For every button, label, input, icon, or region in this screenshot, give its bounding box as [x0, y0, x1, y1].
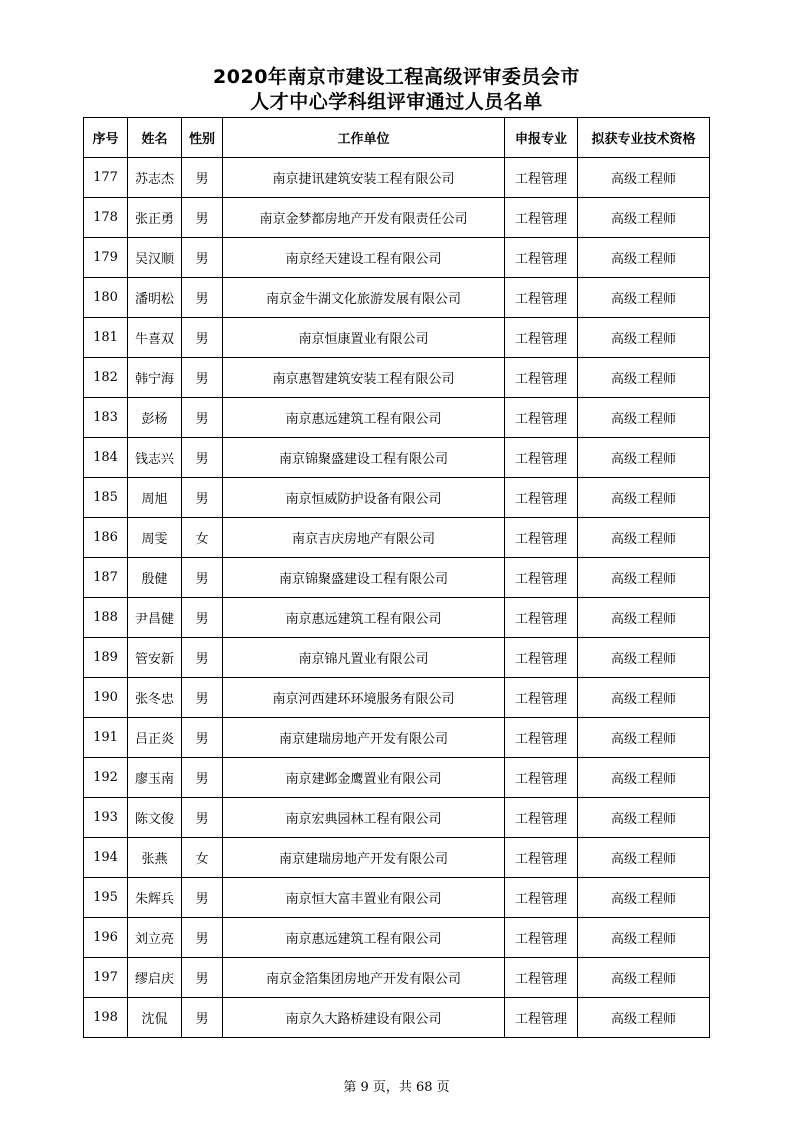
cell-work-unit: 南京恒大富丰置业有限公司	[223, 878, 505, 918]
header-name: 姓名	[128, 118, 182, 158]
approved-personnel-table	[83, 117, 710, 1038]
cell-serial-number: 192	[84, 758, 128, 798]
cell-qualification: 高级工程师	[578, 198, 710, 238]
cell-name: 周雯	[128, 518, 182, 558]
cell-declared-major: 工程管理	[505, 478, 578, 518]
cell-name: 牛喜双	[128, 318, 182, 358]
cell-gender: 男	[182, 758, 223, 798]
cell-qualification: 高级工程师	[578, 438, 710, 478]
cell-gender: 男	[182, 718, 223, 758]
header-declared-major: 申报专业	[505, 118, 578, 158]
cell-declared-major: 工程管理	[505, 758, 578, 798]
cell-gender: 男	[182, 998, 223, 1038]
cell-gender: 男	[182, 438, 223, 478]
table-row	[84, 238, 710, 278]
cell-gender: 女	[182, 838, 223, 878]
cell-name: 刘立亮	[128, 918, 182, 958]
cell-gender: 男	[182, 878, 223, 918]
table-row	[84, 398, 710, 438]
cell-declared-major: 工程管理	[505, 838, 578, 878]
cell-serial-number: 193	[84, 798, 128, 838]
table-row	[84, 598, 710, 638]
cell-declared-major: 工程管理	[505, 438, 578, 478]
cell-gender: 男	[182, 798, 223, 838]
cell-serial-number: 185	[84, 478, 128, 518]
cell-declared-major: 工程管理	[505, 918, 578, 958]
cell-name: 缪启庆	[128, 958, 182, 998]
cell-gender: 男	[182, 278, 223, 318]
cell-name: 钱志兴	[128, 438, 182, 478]
cell-name: 殷健	[128, 558, 182, 598]
cell-serial-number: 189	[84, 638, 128, 678]
cell-declared-major: 工程管理	[505, 358, 578, 398]
header-work-unit: 工作单位	[223, 118, 505, 158]
cell-declared-major: 工程管理	[505, 718, 578, 758]
cell-qualification: 高级工程师	[578, 798, 710, 838]
cell-work-unit: 南京金箔集团房地产开发有限公司	[223, 958, 505, 998]
table-row	[84, 638, 710, 678]
cell-work-unit: 南京惠远建筑工程有限公司	[223, 918, 505, 958]
cell-serial-number: 178	[84, 198, 128, 238]
table-row	[84, 798, 710, 838]
cell-work-unit: 南京惠远建筑工程有限公司	[223, 598, 505, 638]
cell-gender: 男	[182, 918, 223, 958]
table-row	[84, 558, 710, 598]
cell-gender: 男	[182, 398, 223, 438]
cell-serial-number: 190	[84, 678, 128, 718]
cell-gender: 男	[182, 478, 223, 518]
cell-qualification: 高级工程师	[578, 638, 710, 678]
cell-declared-major: 工程管理	[505, 198, 578, 238]
cell-serial-number: 184	[84, 438, 128, 478]
cell-qualification: 高级工程师	[578, 158, 710, 198]
cell-serial-number: 179	[84, 238, 128, 278]
cell-declared-major: 工程管理	[505, 678, 578, 718]
cell-work-unit: 南京建瑞房地产开发有限公司	[223, 718, 505, 758]
cell-qualification: 高级工程师	[578, 398, 710, 438]
table-row	[84, 758, 710, 798]
header-serial-number: 序号	[84, 118, 128, 158]
cell-work-unit: 南京金牛湖文化旅游发展有限公司	[223, 278, 505, 318]
cell-work-unit: 南京恒康置业有限公司	[223, 318, 505, 358]
header-gender: 性别	[182, 118, 223, 158]
cell-serial-number: 183	[84, 398, 128, 438]
table-row	[84, 358, 710, 398]
cell-gender: 男	[182, 558, 223, 598]
cell-name: 苏志杰	[128, 158, 182, 198]
cell-qualification: 高级工程师	[578, 958, 710, 998]
cell-qualification: 高级工程师	[578, 758, 710, 798]
cell-name: 朱辉兵	[128, 878, 182, 918]
cell-gender: 男	[182, 358, 223, 398]
cell-serial-number: 195	[84, 878, 128, 918]
table-row	[84, 318, 710, 358]
cell-qualification: 高级工程师	[578, 278, 710, 318]
cell-serial-number: 180	[84, 278, 128, 318]
cell-gender: 女	[182, 518, 223, 558]
cell-qualification: 高级工程师	[578, 838, 710, 878]
cell-name: 彭杨	[128, 398, 182, 438]
cell-name: 潘明松	[128, 278, 182, 318]
table-row	[84, 478, 710, 518]
cell-declared-major: 工程管理	[505, 638, 578, 678]
document-title-line-2: 人才中心学科组评审通过人员名单	[250, 91, 543, 113]
cell-declared-major: 工程管理	[505, 878, 578, 918]
cell-serial-number: 181	[84, 318, 128, 358]
cell-serial-number: 191	[84, 718, 128, 758]
table-row	[84, 278, 710, 318]
cell-work-unit: 南京经天建设工程有限公司	[223, 238, 505, 278]
cell-work-unit: 南京锦聚盛建设工程有限公司	[223, 438, 505, 478]
cell-serial-number: 194	[84, 838, 128, 878]
cell-qualification: 高级工程师	[578, 918, 710, 958]
cell-name: 张正勇	[128, 198, 182, 238]
cell-declared-major: 工程管理	[505, 318, 578, 358]
cell-work-unit: 南京锦聚盛建设工程有限公司	[223, 558, 505, 598]
cell-name: 韩宁海	[128, 358, 182, 398]
cell-work-unit: 南京金梦都房地产开发有限责任公司	[223, 198, 505, 238]
cell-qualification: 高级工程师	[578, 478, 710, 518]
cell-declared-major: 工程管理	[505, 158, 578, 198]
cell-declared-major: 工程管理	[505, 278, 578, 318]
cell-declared-major: 工程管理	[505, 518, 578, 558]
cell-serial-number: 188	[84, 598, 128, 638]
table-row	[84, 718, 710, 758]
cell-declared-major: 工程管理	[505, 998, 578, 1038]
cell-name: 尹昌健	[128, 598, 182, 638]
cell-gender: 男	[182, 198, 223, 238]
document-title-line-1: 2020年南京市建设工程高级评审委员会市	[213, 66, 580, 88]
cell-work-unit: 南京恒威防护设备有限公司	[223, 478, 505, 518]
cell-declared-major: 工程管理	[505, 798, 578, 838]
cell-gender: 男	[182, 638, 223, 678]
cell-gender: 男	[182, 678, 223, 718]
table-row	[84, 198, 710, 238]
table-row	[84, 838, 710, 878]
cell-qualification: 高级工程师	[578, 558, 710, 598]
cell-work-unit: 南京建瑞房地产开发有限公司	[223, 838, 505, 878]
cell-work-unit: 南京吉庆房地产有限公司	[223, 518, 505, 558]
cell-work-unit: 南京宏典园林工程有限公司	[223, 798, 505, 838]
table-header-row	[84, 118, 710, 158]
table-body	[84, 158, 710, 1038]
cell-qualification: 高级工程师	[578, 358, 710, 398]
cell-work-unit: 南京建邺金鹰置业有限公司	[223, 758, 505, 798]
cell-name: 廖玉南	[128, 758, 182, 798]
cell-serial-number: 197	[84, 958, 128, 998]
cell-gender: 男	[182, 238, 223, 278]
cell-qualification: 高级工程师	[578, 678, 710, 718]
cell-serial-number: 177	[84, 158, 128, 198]
cell-work-unit: 南京捷讯建筑安装工程有限公司	[223, 158, 505, 198]
cell-name: 张冬忠	[128, 678, 182, 718]
table-row	[84, 158, 710, 198]
table-row	[84, 518, 710, 558]
cell-declared-major: 工程管理	[505, 558, 578, 598]
cell-qualification: 高级工程师	[578, 878, 710, 918]
cell-qualification: 高级工程师	[578, 518, 710, 558]
table-row	[84, 878, 710, 918]
cell-work-unit: 南京锦凡置业有限公司	[223, 638, 505, 678]
table-row	[84, 678, 710, 718]
cell-qualification: 高级工程师	[578, 718, 710, 758]
cell-serial-number: 182	[84, 358, 128, 398]
cell-qualification: 高级工程师	[578, 598, 710, 638]
table-row	[84, 918, 710, 958]
cell-gender: 男	[182, 958, 223, 998]
cell-work-unit: 南京河西建环环境服务有限公司	[223, 678, 505, 718]
cell-name: 张燕	[128, 838, 182, 878]
cell-gender: 男	[182, 158, 223, 198]
table-row	[84, 998, 710, 1038]
cell-declared-major: 工程管理	[505, 398, 578, 438]
cell-serial-number: 187	[84, 558, 128, 598]
cell-work-unit: 南京惠智建筑安装工程有限公司	[223, 358, 505, 398]
cell-name: 周旭	[128, 478, 182, 518]
cell-serial-number: 186	[84, 518, 128, 558]
cell-name: 管安新	[128, 638, 182, 678]
cell-serial-number: 196	[84, 918, 128, 958]
cell-name: 陈文俊	[128, 798, 182, 838]
cell-qualification: 高级工程师	[578, 318, 710, 358]
cell-serial-number: 198	[84, 998, 128, 1038]
cell-work-unit: 南京惠远建筑工程有限公司	[223, 398, 505, 438]
table-row	[84, 958, 710, 998]
header-qualification: 拟获专业技术资格	[578, 118, 710, 158]
page-footer: 第 9 页，共 68 页	[343, 1080, 450, 1095]
table-row	[84, 438, 710, 478]
cell-work-unit: 南京久大路桥建设有限公司	[223, 998, 505, 1038]
cell-name: 吕正炎	[128, 718, 182, 758]
cell-name: 吴汉顺	[128, 238, 182, 278]
cell-name: 沈侃	[128, 998, 182, 1038]
cell-qualification: 高级工程师	[578, 998, 710, 1038]
cell-declared-major: 工程管理	[505, 958, 578, 998]
cell-gender: 男	[182, 318, 223, 358]
cell-declared-major: 工程管理	[505, 598, 578, 638]
cell-declared-major: 工程管理	[505, 238, 578, 278]
cell-gender: 男	[182, 598, 223, 638]
cell-qualification: 高级工程师	[578, 238, 710, 278]
